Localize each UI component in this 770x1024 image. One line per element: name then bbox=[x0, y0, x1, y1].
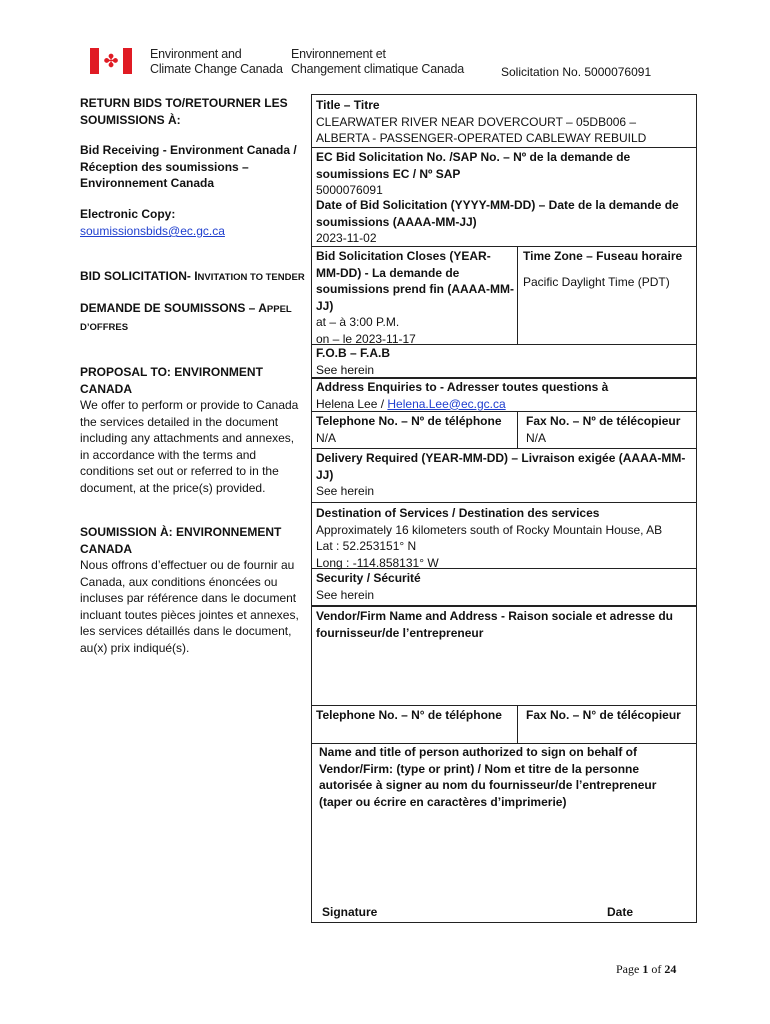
bid-date-section bbox=[316, 197, 706, 247]
fob-label: F.O.B – F.A.B bbox=[316, 346, 391, 360]
security-label: Security / Sécurité bbox=[316, 571, 421, 585]
electronic-copy-label: Electronic Copy: bbox=[80, 207, 176, 221]
proposal-text: We offer to perform or provide to Canada the services detailed in the document including any attachments and annexes, in accordance with the terms and conditions set out or referred to in the document, at the price(s) provided. bbox=[80, 398, 299, 495]
delivery-section bbox=[316, 450, 694, 500]
page-of: of bbox=[648, 962, 665, 976]
timezone-label: Time Zone – Fuseau horaire bbox=[523, 249, 683, 263]
telephone-label: Telephone No. – Nº de téléphone bbox=[316, 414, 502, 428]
enquiries-label: Address Enquiries to - Adresser toutes questions à bbox=[316, 380, 609, 394]
signature-label: Signature bbox=[322, 905, 378, 919]
return-bids-heading: RETURN BIDS TO/RETOURNER LES SOUMISSIONS À: bbox=[80, 96, 288, 127]
destination-line1: Approximately 16 kilometers south of Rocky Mountain House, AB bbox=[316, 522, 663, 537]
vendor-fax-label: Fax No. – N° de télécopieur bbox=[526, 708, 681, 722]
dept-en-line1: Environment and bbox=[150, 47, 242, 61]
page-current: 1 bbox=[642, 962, 649, 976]
closes-time: at – à 3:00 P.M. bbox=[316, 315, 400, 329]
canada-flag-icon: ✤ bbox=[90, 48, 132, 74]
vendor-label: Vendor/Firm Name and Address - Raison sociale et adresse du fournisseur/de l’entrepreneur bbox=[316, 609, 674, 640]
closes-section bbox=[316, 248, 514, 347]
bid-solicitation-fr bbox=[80, 300, 305, 336]
bid-receiving: Bid Receiving - Environment Canada / Réception des soumissions – Environnement Canada bbox=[80, 143, 297, 190]
fob-value: See herein bbox=[316, 362, 375, 377]
fob-section bbox=[316, 345, 694, 378]
fax-label: Fax No. – Nº de télécopieur bbox=[526, 414, 681, 428]
soumission-text: Nous offrons d’effectuer ou de fournir au Canada, aux conditions énoncées ou incluses par référence dans le document incluant toutes pièces jointes et annexes, les services détaillés dans le document, au(x) prix indiqué(s). bbox=[80, 558, 299, 655]
closes-label: Bid Solicitation Closes (YEAR-MM-DD) - La demande de soumissions prend fin (AAAA-MM-JJ) bbox=[316, 249, 514, 313]
enquiries-email[interactable]: Helena.Lee@ec.gc.ca bbox=[387, 396, 506, 411]
telephone-section bbox=[316, 413, 516, 446]
dept-en-line2: Climate Change Canada bbox=[150, 62, 283, 76]
telephone-value: N/A bbox=[316, 430, 337, 445]
timezone-section bbox=[523, 248, 695, 290]
page-prefix: Page bbox=[616, 962, 643, 976]
destination-label: Destination of Services / Destination des services bbox=[316, 506, 600, 520]
bid-solicitation-fr-part1: DEMANDE DE SOUMISSONS – A bbox=[80, 301, 267, 315]
fax-value: N/A bbox=[526, 430, 547, 445]
soumission-heading: SOUMISSION À: ENVIRONNEMENT CANADA bbox=[80, 525, 282, 556]
dept-name-en bbox=[150, 47, 283, 77]
proposal-heading: PROPOSAL TO: ENVIRONMENT CANADA bbox=[80, 365, 263, 396]
sap-section bbox=[316, 149, 694, 199]
bid-solicitation-en-part2: NVITATION TO TENDER bbox=[197, 272, 305, 283]
enquiries-contact bbox=[316, 396, 694, 413]
vendor-telephone-label: Telephone No. – N° de téléphone bbox=[316, 708, 502, 722]
sap-value: 5000076091 bbox=[316, 183, 383, 197]
title-section bbox=[316, 97, 694, 147]
electronic-copy-email[interactable]: soumissionsbids@ec.gc.ca bbox=[80, 224, 225, 238]
bid-date-value: 2023-11-02 bbox=[316, 231, 377, 245]
timezone-value: Pacific Daylight Time (PDT) bbox=[523, 274, 670, 289]
solicitation-number: Solicitation No. 5000076091 bbox=[501, 65, 652, 79]
sap-label: EC Bid Solicitation No. /SAP No. – Nº de la demande de soumissions EC / Nº SAP bbox=[316, 150, 631, 181]
page-total: 24 bbox=[664, 962, 677, 976]
vendor-input-area[interactable] bbox=[312, 645, 696, 703]
enquiries-section bbox=[316, 379, 694, 412]
enquiries-name: Helena Lee / bbox=[316, 396, 388, 411]
title-line2: ALBERTA - PASSENGER-OPERATED CABLEWAY REBUILD bbox=[316, 131, 647, 145]
date-signature-label: Date bbox=[607, 905, 634, 919]
bid-solicitation-en-part1: BID SOLICITATION- I bbox=[80, 269, 198, 283]
dept-name-fr bbox=[291, 47, 464, 77]
authorized-person-input-area[interactable] bbox=[312, 815, 696, 900]
title-label: Title – Titre bbox=[316, 98, 380, 112]
dept-fr-line2: Changement climatique Canada bbox=[291, 62, 464, 76]
destination-long: Long : -114.858131° W bbox=[316, 555, 439, 570]
bid-solicitation-fr-part2: PPEL D’OFFRES bbox=[80, 304, 292, 333]
bid-date-label: Date of Bid Solicitation (YYYY-MM-DD) – Date de la demande de soumissions (AAAA-MM-JJ) bbox=[316, 198, 679, 229]
page-number bbox=[616, 962, 676, 977]
delivery-value: See herein bbox=[316, 484, 375, 498]
dept-fr-line1: Environnement et bbox=[291, 47, 386, 61]
destination-lat: Lat : 52.253151° N bbox=[316, 539, 417, 553]
destination-section bbox=[316, 505, 694, 571]
delivery-label: Delivery Required (YEAR-MM-DD) – Livraison exigée (AAAA-MM-JJ) bbox=[316, 451, 686, 482]
fax-section bbox=[526, 413, 696, 446]
security-section bbox=[316, 570, 694, 603]
closes-date: on – le 2023-11-17 bbox=[316, 331, 416, 346]
security-value: See herein bbox=[316, 587, 375, 602]
bid-solicitation-en bbox=[80, 268, 305, 286]
title-line1: CLEARWATER RIVER NEAR DOVERCOURT – 05DB006 – bbox=[316, 114, 637, 129]
authorized-person-label: Name and title of person authorized to sign on behalf of Vendor/Firm: (type or print) / Nom et titre de la personne autorisée à signer au nom du fournisseur/de l’entrepreneur (taper ou écrire en caractères d’imprimerie) bbox=[319, 745, 657, 809]
